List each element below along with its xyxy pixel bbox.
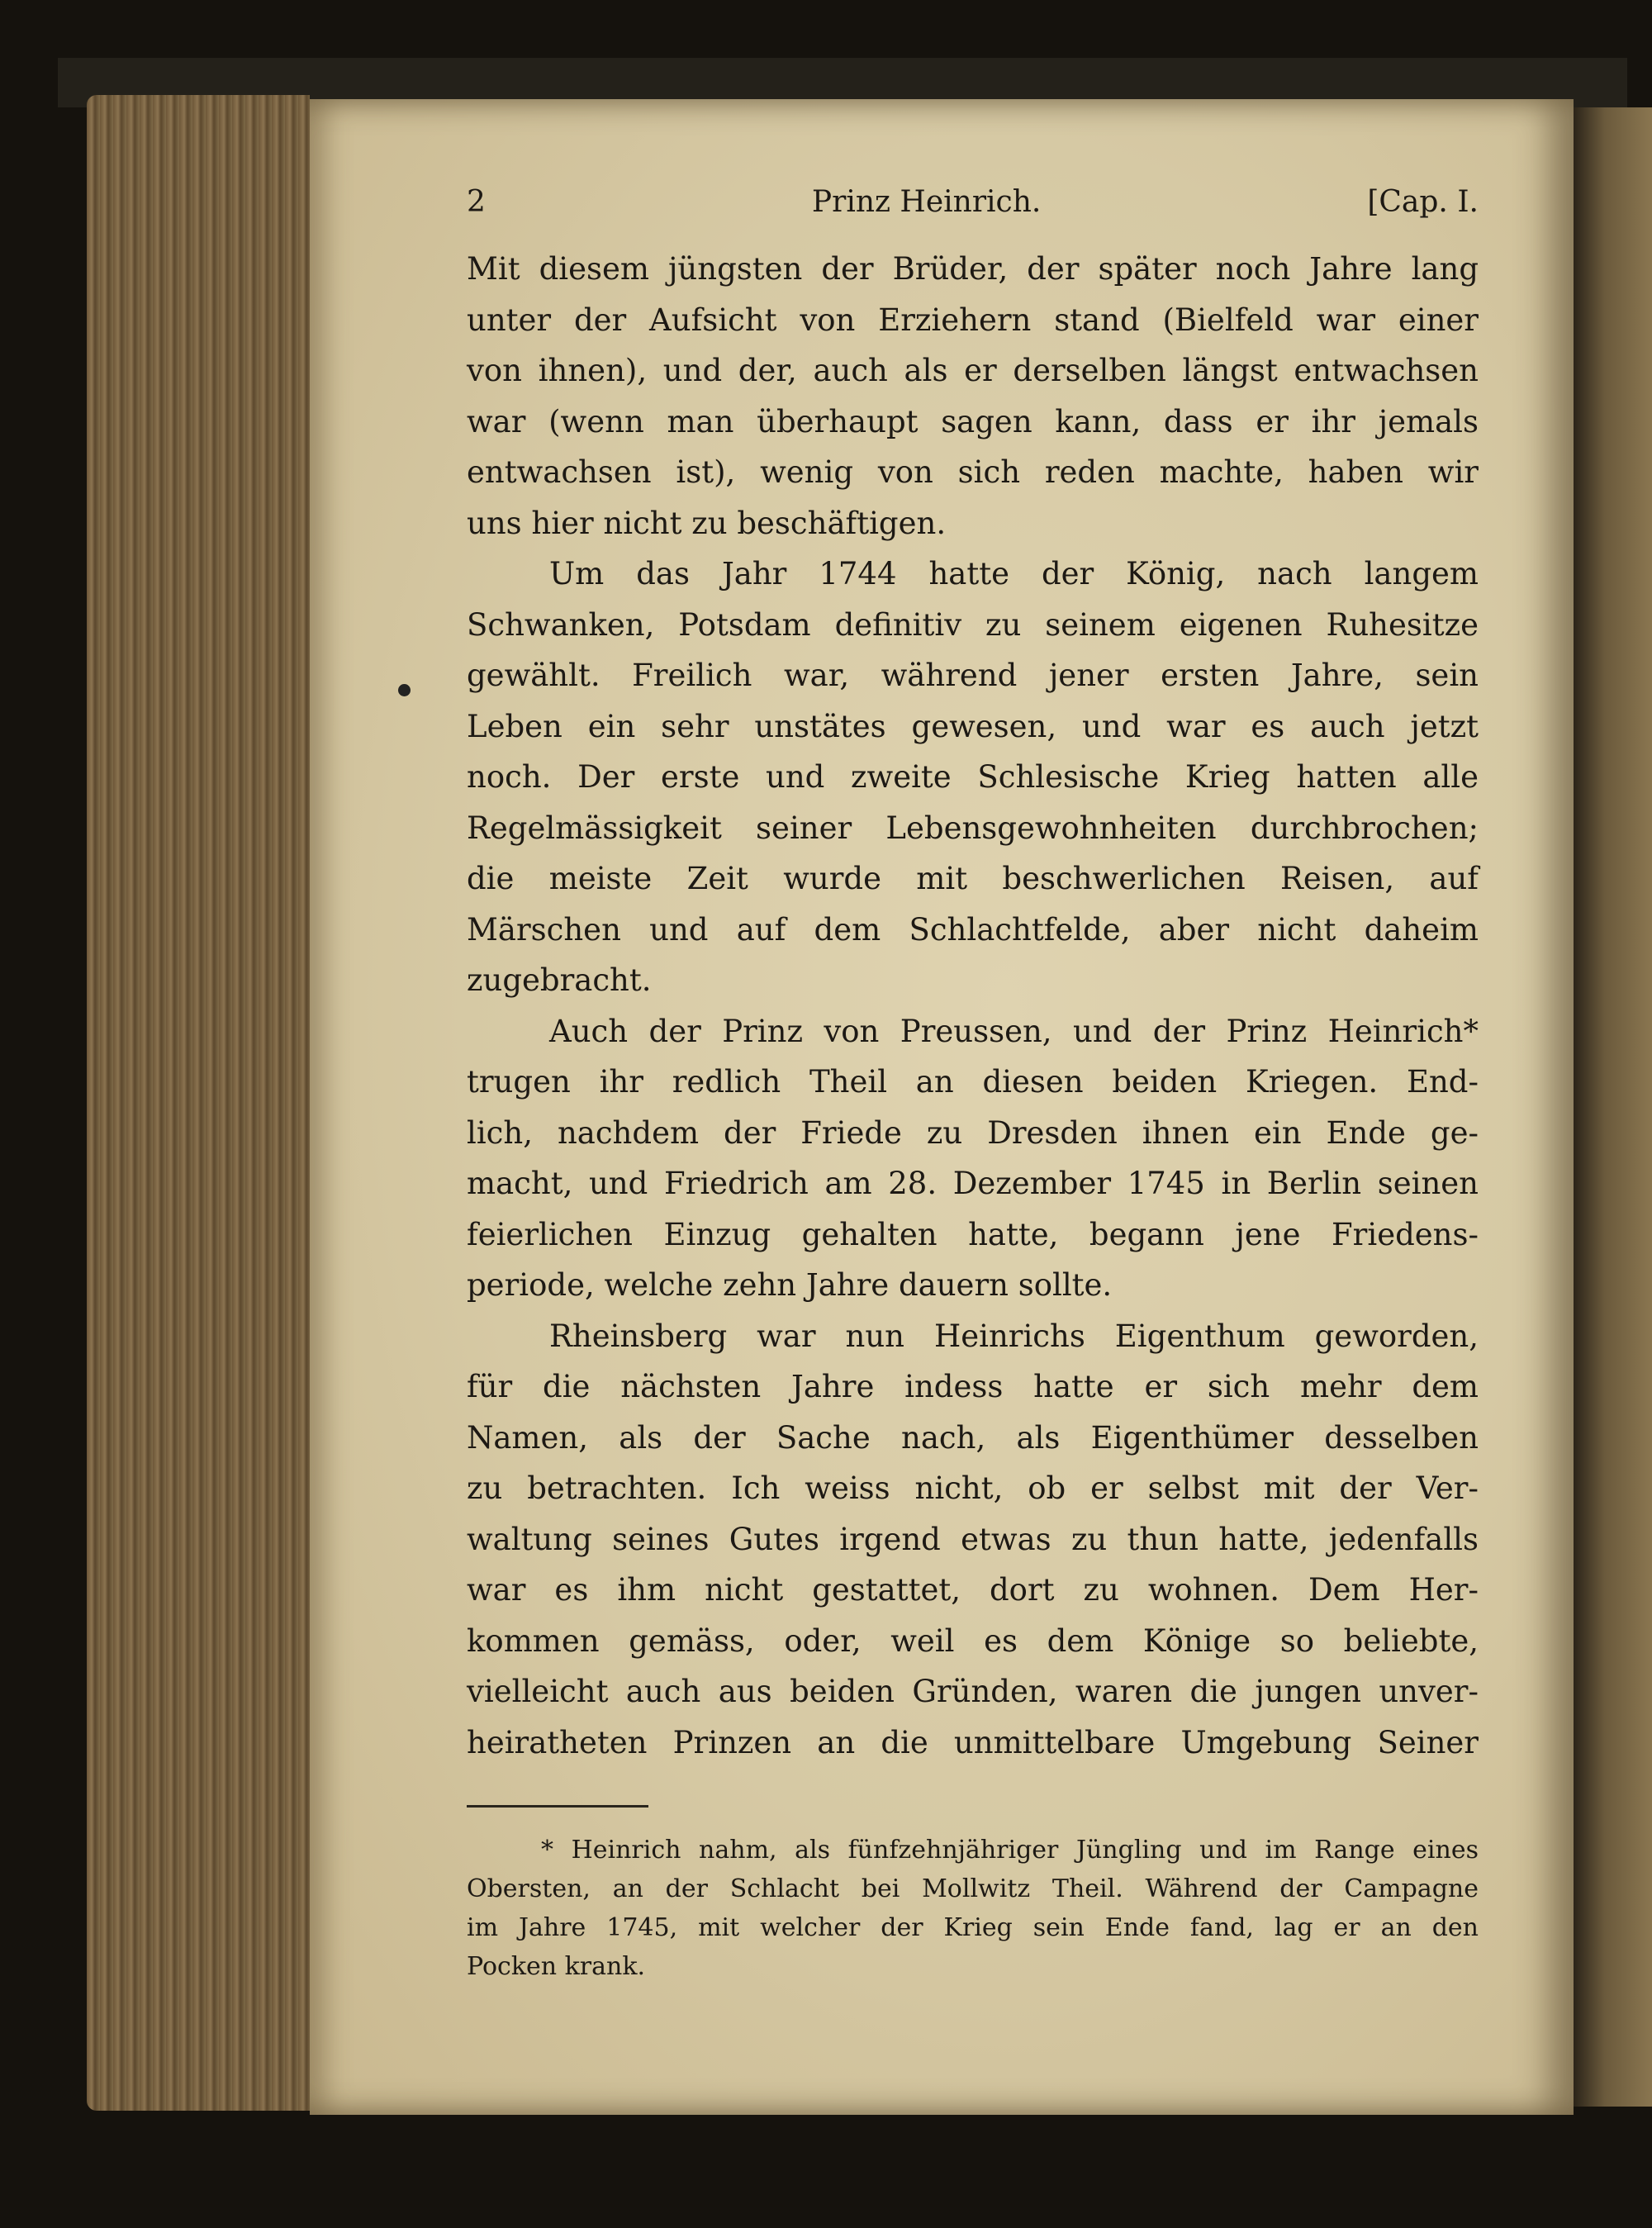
text-line: feierlichen Einzug gehalten hatte, begann jene Friedens- [467, 1216, 1479, 1252]
text-line: Märschen und auf dem Schlachtfelde, aber nicht daheim [467, 911, 1479, 948]
text-line: waltung seines Gutes irgend etwas zu thun hatte, jedenfalls [467, 1521, 1479, 1557]
text-line: zugebracht. [467, 962, 652, 998]
text-line: macht, und Friedrich am 28. Dezember 1745 in Berlin seinen [467, 1166, 1479, 1201]
text-line: Um das Jahr 1744 hatte der König, nach langem [549, 556, 1479, 591]
text-line: heiratheten Prinzen an die unmittelbare Umgebung Seiner [467, 1724, 1479, 1760]
text-line: trugen ihr redlich Theil an diesen beiden Kriegen. End- [467, 1064, 1479, 1100]
chapter-label: [Cap. I. [1367, 185, 1479, 219]
body-text [467, 244, 1479, 1768]
text-line: vielleicht auch aus beiden Gründen, waren die jungen unver- [467, 1674, 1479, 1709]
page-number: 2 [467, 185, 486, 219]
text-line: war es ihm nicht gestattet, dort zu wohnen. Dem Her- [467, 1572, 1479, 1608]
text-line: entwachsen ist), wenig von sich reden machte, haben wir [467, 454, 1479, 490]
text-column [467, 178, 1479, 1986]
text-line: die meiste Zeit wurde mit beschwerlichen Reisen, auf [467, 861, 1479, 896]
footnote-separator [467, 1805, 648, 1808]
text-line: von ihnen), und der, auch als er derselben längst entwachsen [467, 353, 1479, 388]
text-line: unter der Aufsicht von Erziehern stand (Bielfeld war einer [467, 302, 1479, 338]
text-line: Rheinsberg war nun Heinrichs Eigenthum geworden, [549, 1318, 1479, 1354]
text-line: gewählt. Freilich war, während jener ersten Jahre, sein [467, 658, 1479, 693]
page-edges [87, 95, 310, 2111]
text-line: Namen, als der Sache nach, als Eigenthümer desselben [467, 1419, 1479, 1456]
text-line: Regelmässigkeit seiner Lebensgewohnheiten durchbrochen; [467, 810, 1479, 846]
running-title: Prinz Heinrich. [811, 185, 1042, 219]
footnote-line: im Jahre 1745, mit welcher der Krieg sein Ende fand, lag er an den [467, 1913, 1479, 1942]
text-line: Leben ein sehr unstätes gewesen, und war es auch jetzt [467, 708, 1479, 744]
text-line: für die nächsten Jahre indess hatte er sich mehr dem [467, 1369, 1479, 1404]
footnote-line: * Heinrich nahm, als fünfzehnjähriger Jüngling und im Range eines [541, 1836, 1479, 1865]
text-line: periode, welche zehn Jahre dauern sollte. [467, 1267, 1113, 1303]
facing-page-edge [1574, 107, 1652, 2107]
text-line: lich, nachdem der Friede zu Dresden ihnen ein Ende ge- [467, 1114, 1479, 1151]
text-line: kommen gemäss, oder, weil es dem Könige so beliebte, [467, 1622, 1479, 1659]
margin-mark [398, 684, 411, 696]
text-line: Mit diesem jüngsten der Brüder, der später noch Jahre lang [467, 251, 1479, 287]
text-line: uns hier nicht zu beschäftigen. [467, 505, 947, 541]
text-line: noch. Der erste und zweite Schlesische Krieg hatten alle [467, 759, 1479, 795]
text-line: war (wenn man überhaupt sagen kann, dass er ihr jemals [467, 403, 1479, 439]
text-line: Auch der Prinz von Preussen, und der Prinz Heinrich* [549, 1013, 1479, 1049]
footnote-line: Pocken krank. [467, 1952, 646, 1981]
text-line: Schwanken, Potsdam definitiv zu seinem eigenen Ruhesitze [467, 606, 1479, 643]
footnote-line: Obersten, an der Schlacht bei Mollwitz Theil. Während der Campagne [467, 1874, 1479, 1903]
text-line: zu betrachten. Ich weiss nicht, ob er selbst mit der Ver- [467, 1470, 1479, 1506]
running-header [467, 178, 1479, 244]
footnote [467, 1831, 1479, 1986]
